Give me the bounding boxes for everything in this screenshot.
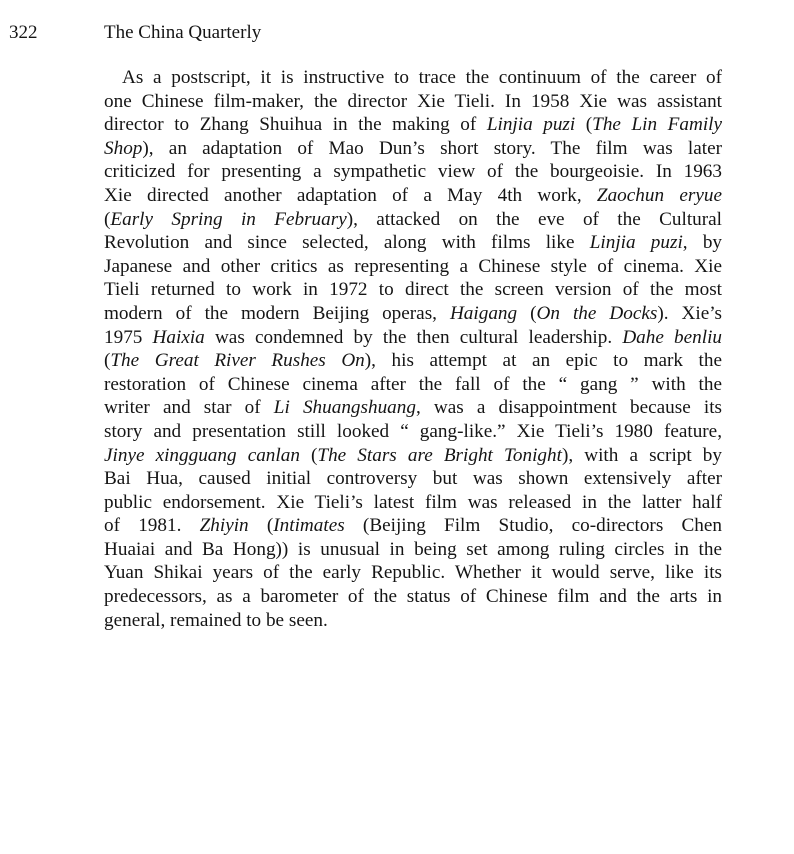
italic-title-text: Li Shuangshuang: [273, 397, 416, 419]
text-segment: (Beijing Film Studio, co-directors Chen: [344, 515, 723, 537]
text-line: [104, 113, 722, 137]
italic-title-text: The Great River Rushes On: [110, 350, 365, 372]
italic-title-text: Zhiyin: [199, 515, 249, 537]
italic-title-text: Intimates: [273, 515, 345, 537]
italic-title-text: Linjia puzi: [589, 232, 683, 254]
text-line: [104, 255, 722, 279]
text-segment: general, remained to be seen.: [104, 609, 328, 631]
text-segment: story and presentation still looked “ gang-like.” Xie Tieli’s 1980 feature,: [104, 420, 722, 442]
text-line: [104, 326, 722, 350]
text-line: [104, 561, 722, 585]
text-line: [104, 160, 722, 184]
text-line: [104, 278, 722, 302]
text-segment: ), attacked on the eve of the Cultural: [346, 208, 722, 230]
text-segment: (: [248, 515, 274, 537]
text-segment: ). Xie’s: [657, 302, 723, 324]
text-segment: , by: [682, 232, 723, 254]
text-segment: modern of the modern Beijing operas,: [104, 302, 450, 324]
text-segment: Revolution and since selected, along with films like: [104, 232, 590, 254]
italic-title-text: Zaochun eryue: [596, 184, 722, 206]
italic-title-text: The Lin Family: [592, 114, 723, 136]
text-line: [104, 609, 722, 633]
text-line: [104, 184, 722, 208]
text-segment: Yuan Shikai years of the early Republic. Whether it would serve, like its: [104, 562, 722, 584]
text-segment: ), with a script by: [561, 444, 722, 466]
text-segment: (: [575, 114, 593, 136]
text-line: [104, 208, 722, 232]
text-line: [104, 396, 722, 420]
text-segment: Huaiai and Ba Hong)) is unusual in being set among ruling circles in the: [104, 538, 722, 560]
italic-title-text: Early Spring in February: [110, 208, 347, 230]
text-line: [104, 491, 722, 515]
italic-title-text: Jinye xingguang canlan: [104, 444, 300, 466]
text-segment: one Chinese film-maker, the director Xie Tieli. In 1958 Xie was assistant: [104, 90, 722, 112]
italic-title-text: Haixia: [152, 326, 205, 348]
italic-title-text: On the Docks: [536, 302, 658, 324]
italic-title-text: The Stars are Bright Tonight: [317, 444, 562, 466]
text-segment: ), an adaptation of Mao Dun’s short story. The film was later: [142, 137, 722, 159]
italic-title-text: Shop: [104, 137, 143, 159]
text-segment: public endorsement. Xie Tieli’s latest film was released in the latter half: [104, 491, 722, 513]
text-segment: restoration of Chinese cinema after the fall of the “ gang ” with the: [104, 373, 722, 395]
text-segment: 1975: [104, 326, 153, 348]
text-line: [104, 538, 722, 562]
text-segment: , was a disappointment because its: [415, 397, 722, 419]
text-segment: writer and star of: [104, 397, 274, 419]
text-line: [104, 231, 722, 255]
text-segment: Xie directed another adaptation of a May 4th work,: [104, 184, 597, 206]
journal-title: The China Quarterly: [104, 22, 262, 43]
text-segment: Japanese and other critics as representing a Chinese style of cinema. Xie: [104, 255, 722, 277]
text-line: [104, 444, 722, 468]
running-head: [0, 18, 794, 48]
text-line: [104, 373, 722, 397]
text-segment: of 1981.: [104, 515, 200, 537]
text-line: [104, 420, 722, 444]
text-segment: (: [104, 350, 111, 372]
text-segment: criticized for presenting a sympathetic view of the bourgeoisie. In 1963: [104, 161, 722, 183]
text-line: [104, 90, 722, 114]
text-segment: (: [299, 444, 318, 466]
text-segment: As a postscript, it is instructive to trace the continuum of the career of: [122, 67, 722, 88]
page-number: 322: [9, 22, 38, 43]
text-segment: Bai Hua, caused initial controversy but was shown extensively after: [104, 468, 722, 490]
text-line: [104, 585, 722, 609]
text-segment: predecessors, as a barometer of the status of Chinese film and the arts in: [104, 586, 722, 608]
italic-title-text: Linjia puzi: [486, 114, 576, 136]
text-segment: Tieli returned to work in 1972 to direct the screen version of the most: [104, 279, 722, 301]
text-line: [104, 302, 722, 326]
text-segment: director to Zhang Shuihua in the making of: [104, 114, 487, 136]
text-segment: (: [104, 208, 111, 230]
text-line: [104, 349, 722, 373]
text-segment: (: [517, 302, 537, 324]
italic-title-text: Dahe benliu: [622, 326, 722, 348]
italic-title-text: Haigang: [449, 302, 518, 324]
text-segment: was condemned by the then cultural leadership.: [204, 326, 623, 348]
text-line: [104, 137, 722, 161]
text-segment: ), his attempt at an epic to mark the: [364, 350, 722, 372]
body-paragraph: [104, 66, 722, 632]
text-line: [104, 66, 722, 90]
text-line: [104, 467, 722, 491]
text-line: [104, 514, 722, 538]
